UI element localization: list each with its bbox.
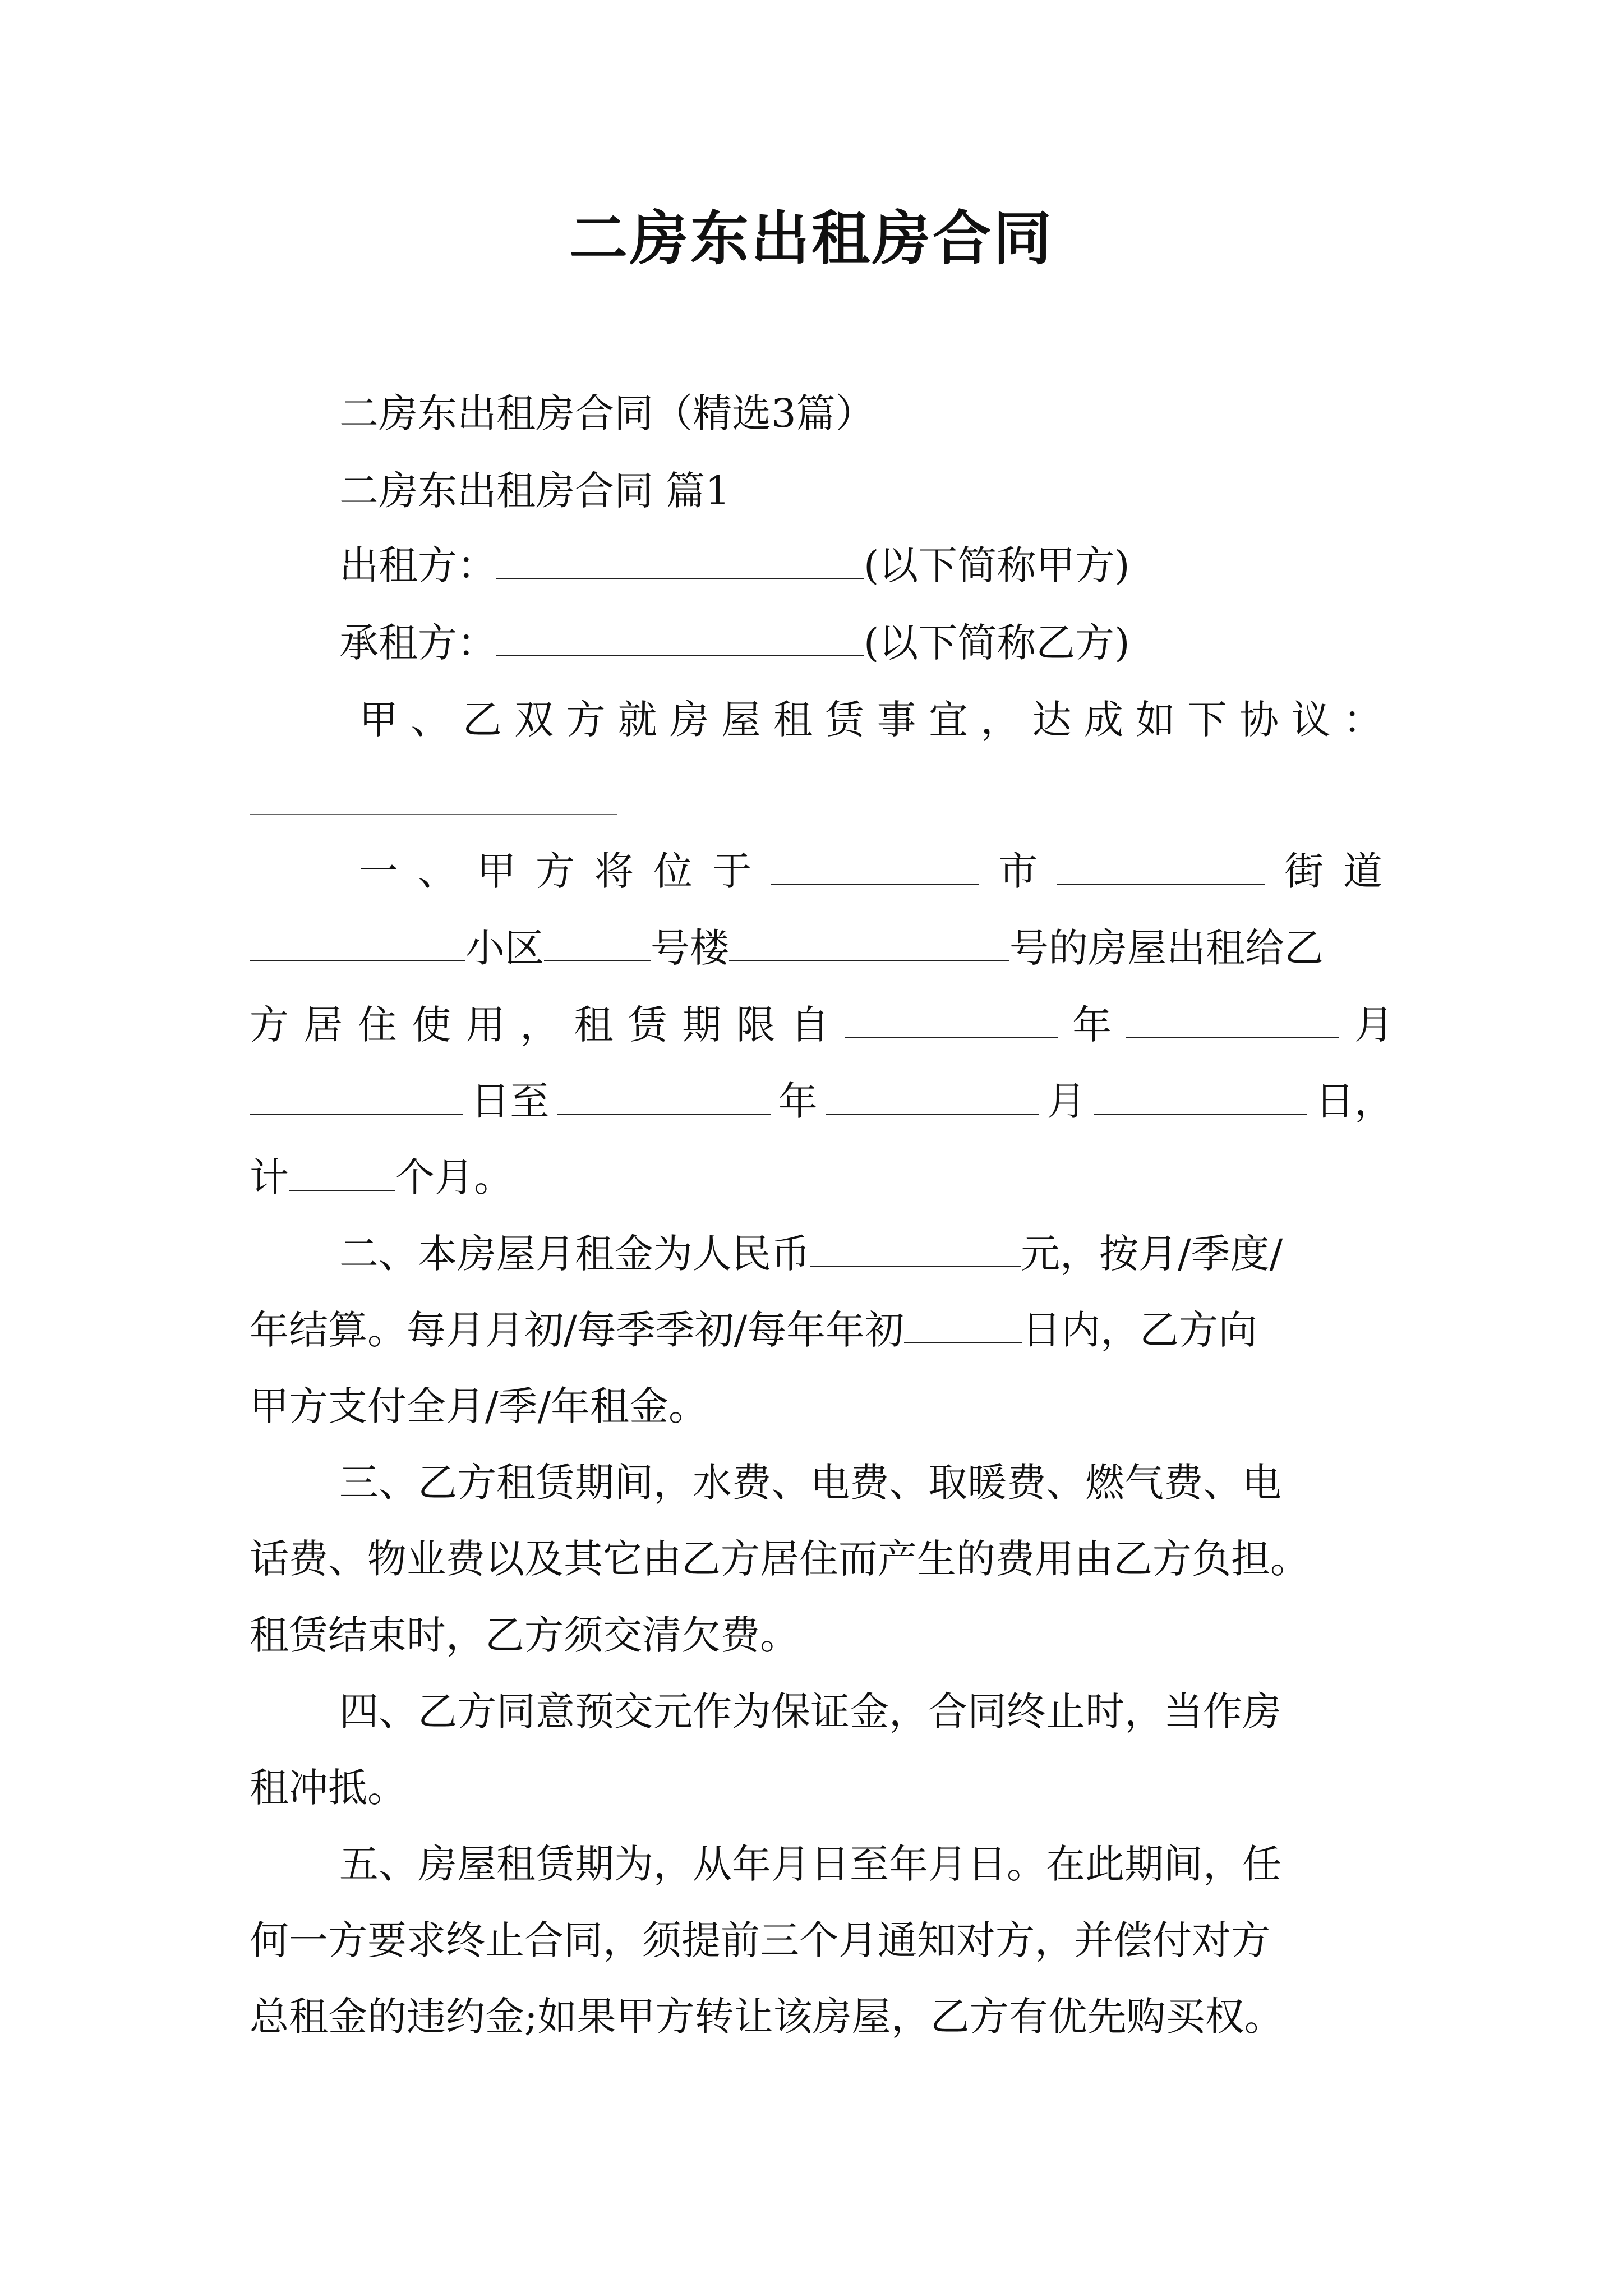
clause-1-row-5: 计 个月。: [250, 1154, 513, 1200]
lessor-label: 出租方：: [339, 542, 496, 588]
start-month-blank[interactable]: [1126, 1002, 1339, 1038]
clause-5-row-3: 总租金的违约金;如果甲方转让该房屋，乙方有优先购买权。: [250, 1994, 1284, 2040]
lessee-label: 承租方：: [339, 620, 496, 666]
end-day-blank[interactable]: [1094, 1079, 1307, 1115]
lessee-blank[interactable]: [496, 620, 864, 656]
document-title: 二房东出租房合同: [569, 204, 1054, 273]
end-year-blank[interactable]: [557, 1079, 771, 1115]
clause-2-row-1: 二、本房屋月租金为人民币 元，按月/季度/: [339, 1231, 1283, 1277]
end-month-blank[interactable]: [826, 1079, 1039, 1115]
clause-4-row-1: 四、乙方同意预交元作为保证金，合同终止时，当作房: [339, 1688, 1281, 1734]
community-blank[interactable]: [250, 926, 465, 961]
start-day-blank[interactable]: [250, 1079, 463, 1115]
lessee-note: (以下简称乙方): [864, 620, 1130, 666]
lessor-note: (以下简称甲方): [864, 542, 1130, 588]
clause-3-row-2: 话费、物业费以及其它由乙方居住而产生的费用由乙方负担。: [250, 1536, 1310, 1582]
months-blank[interactable]: [289, 1155, 395, 1191]
clause-5-row-1: 五、房屋租赁期为，从年月日至年月日。在此期间，任: [339, 1841, 1281, 1887]
city-blank[interactable]: [771, 849, 979, 885]
lessee-line: [339, 618, 1483, 668]
clause-1-row-1: 一 、 甲 方 将 位 于 市 街 道: [359, 848, 1382, 894]
clause-1-row-3: 方 居 住 使 用 ， 租 赁 期 限 自 年 月: [250, 1002, 1394, 1048]
clause-3-row-1: 三、乙方租赁期间，水费、电费、取暖费、燃气费、电: [339, 1460, 1281, 1506]
building-blank[interactable]: [544, 926, 651, 961]
payment-days-blank[interactable]: [904, 1308, 1022, 1343]
clause-1-row-2: 小区 号楼 号的房屋出租给乙: [250, 923, 1394, 973]
clause-3-row-3: 租赁结束时，乙方须交清欠费。: [250, 1612, 799, 1658]
rent-blank[interactable]: [810, 1231, 1021, 1267]
lessor-blank[interactable]: [496, 543, 864, 579]
street-blank[interactable]: [1057, 849, 1265, 885]
clause-5-row-2: 何一方要求终止合同，须提前三个月通知对方，并偿付对方: [250, 1917, 1270, 1963]
room-blank[interactable]: [729, 926, 1009, 961]
clause-2-row-3: 甲方支付全月/季/年租金。: [250, 1383, 708, 1429]
clause-1-row-4: 日至 年 月 日，: [250, 1076, 1394, 1126]
part-heading: 二房东出租房合同 篇1: [339, 468, 730, 514]
agreement-intro: 甲 、 乙 双 方 就 房 屋 租 赁 事 宜 ， 达 成 如 下 协 议 ：: [359, 697, 1382, 743]
document-subtitle: 二房东出租房合同（精选3篇）: [339, 390, 875, 436]
clause-4-row-2: 租冲抵。: [250, 1765, 407, 1811]
clause-2-row-2: 年结算。每月月初/每季季初/每年年初 日内，乙方向: [250, 1307, 1258, 1353]
lessor-line: [339, 540, 1483, 591]
start-year-blank[interactable]: [845, 1002, 1058, 1038]
fill-line: [250, 814, 617, 815]
